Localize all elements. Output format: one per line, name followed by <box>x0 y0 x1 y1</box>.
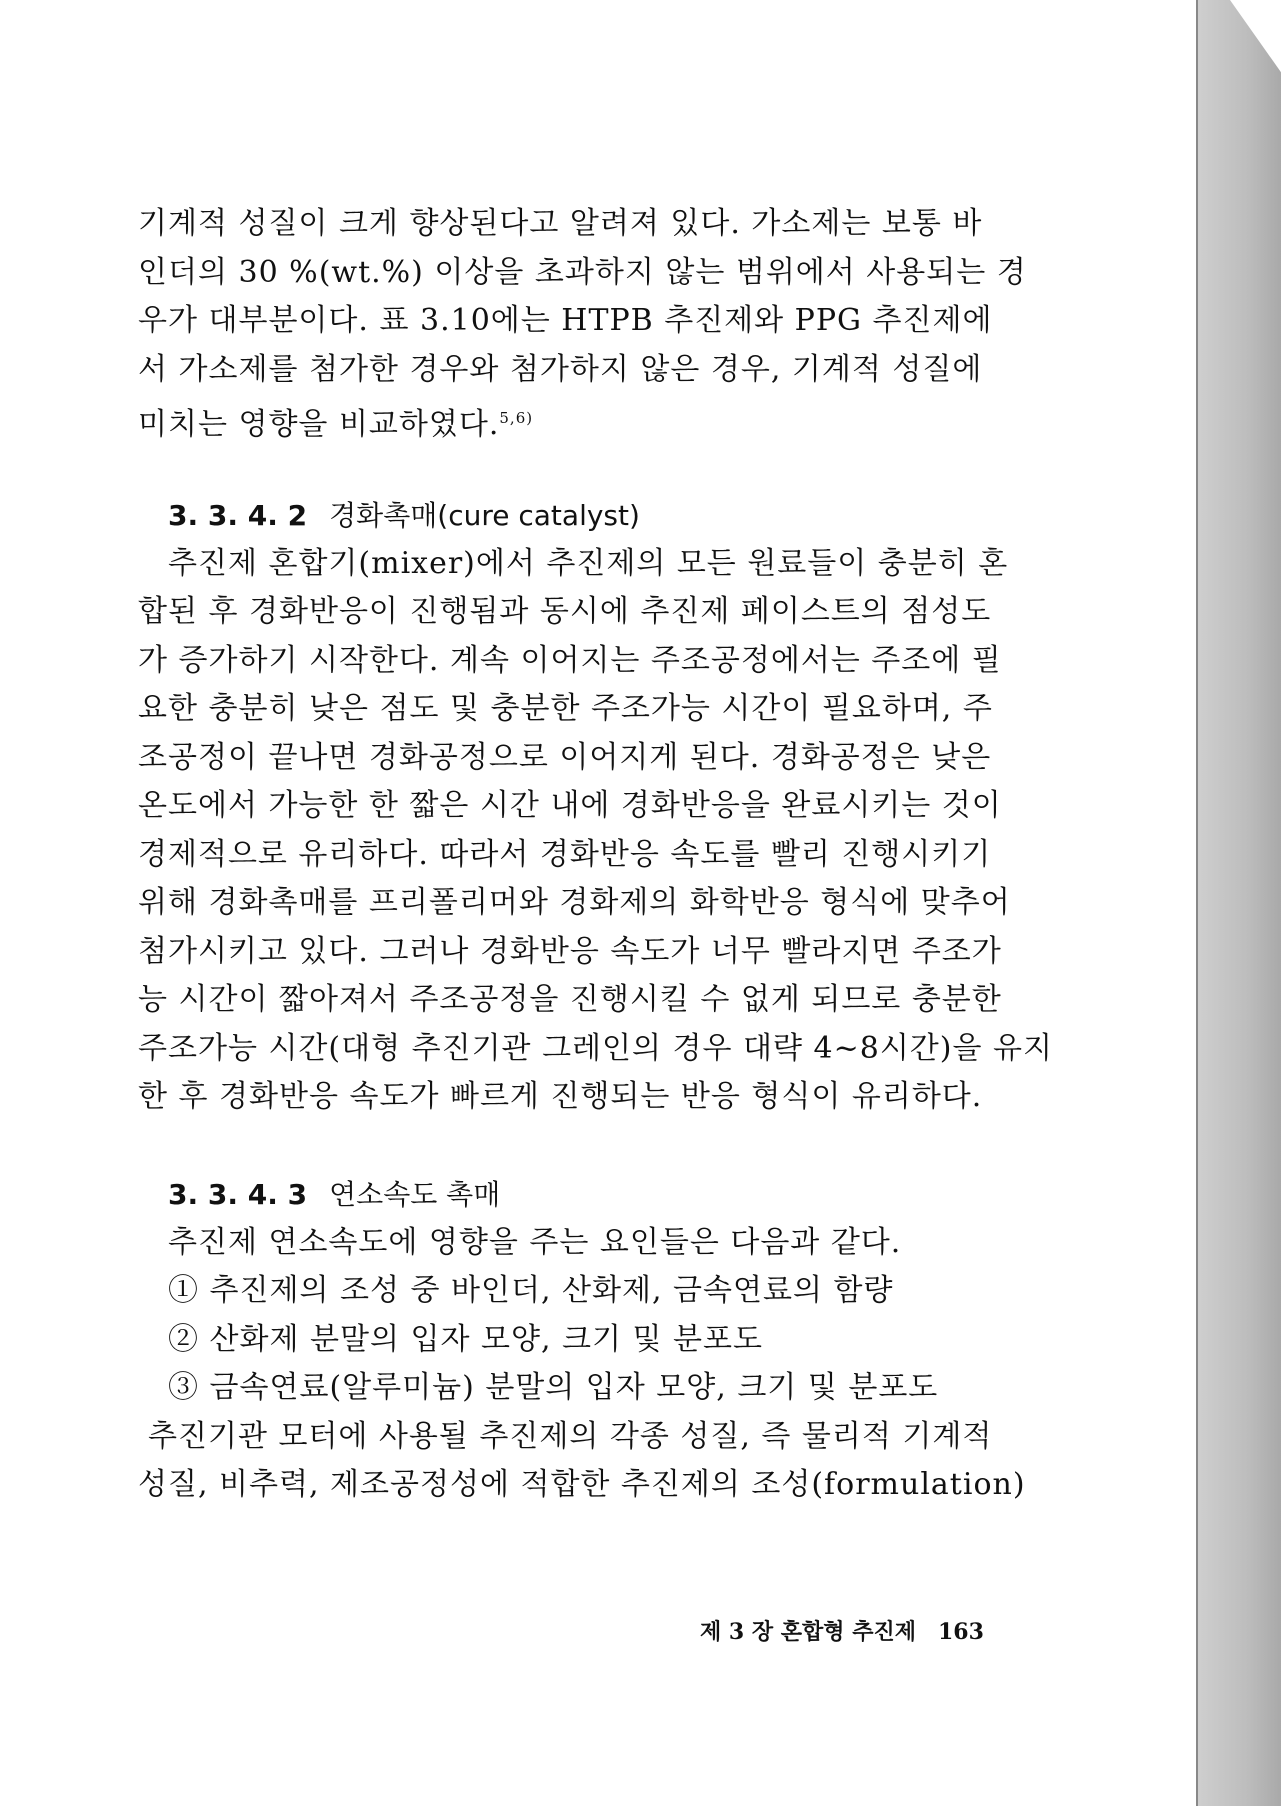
paragraph-formulation <box>138 1413 1063 1510</box>
section-title: 연소속도 촉매 <box>329 1177 501 1211</box>
text-line: 성질, 비추력, 제조공정성에 적합한 추진제의 조성(formulation) <box>138 1467 1026 1502</box>
page-number: 163 <box>937 1619 984 1645</box>
page-edge-shadow <box>1196 0 1281 1806</box>
paragraph-cure-catalyst <box>138 540 1063 1122</box>
paragraph-intro: 추진제 연소속도에 영향을 주는 요인들은 다음과 같다. <box>168 1224 902 1260</box>
text-line: 경제적으로 유리하다. 따라서 경화반응 속도를 빨리 진행시키기 <box>138 836 992 872</box>
text-line: 합된 후 경화반응이 진행됨과 동시에 추진제 페이스트의 점성도 <box>138 594 992 629</box>
page-footer <box>700 1615 1100 1646</box>
text-line-content: 미치는 영향을 비교하였다. <box>138 407 500 442</box>
text-line: 요한 충분히 낮은 점도 및 충분한 주조가능 시간이 필요하며, 주 <box>138 691 993 726</box>
text-line: 추진제 혼합기(mixer)에서 추진제의 모든 원료들이 충분히 혼 <box>168 545 1009 581</box>
reference-superscript: 5,6) <box>499 409 534 427</box>
text-line: 능 시간이 짧아져서 주조공정을 진행시킬 수 없게 되므로 충분한 <box>138 982 1002 1017</box>
factor-list <box>138 1267 1063 1413</box>
text-line: 위해 경화촉매를 프리폴리머와 경화제의 화학반응 형식에 맞추어 <box>138 885 1011 920</box>
text-line: 첨가시키고 있다. 그러나 경화반응 속도가 너무 빨라지면 주조가 <box>138 933 1002 969</box>
section-heading-cure-catalyst <box>138 492 1063 540</box>
chapter-title: 제 3 장 혼합형 추진제 <box>700 1619 916 1645</box>
section-heading-burn-rate-catalyst <box>138 1171 1063 1219</box>
list-item: ② 산화제 분말의 입자 모양, 크기 및 분포도 <box>168 1321 763 1357</box>
text-line <box>138 394 1063 443</box>
list-item: ③ 금속연료(알루미늄) 분말의 입자 모양, 크기 및 분포도 <box>168 1370 939 1405</box>
text-line: 기계적 성질이 크게 향상된다고 알려져 있다. 가소제는 보통 바 <box>138 206 983 241</box>
text-line: 가 증가하기 시작한다. 계속 이어지는 주조공정에서는 주조에 필 <box>138 642 1002 678</box>
text-line: 온도에서 가능한 한 짧은 시간 내에 경화반응을 완료시키는 것이 <box>138 788 1002 823</box>
text-line: 조공정이 끝나면 경화공정으로 이어지게 된다. 경화공정은 낮은 <box>138 739 992 775</box>
list-item: ① 추진제의 조성 중 바인더, 산화제, 금속연료의 함량 <box>168 1273 894 1308</box>
page-body <box>138 200 1063 1510</box>
text-line: 한 후 경화반응 속도가 빠르게 진행되는 반응 형식이 유리하다. <box>138 1079 983 1114</box>
section-number: 3. 3. 4. 2 <box>168 498 308 532</box>
text-line: 서 가소제를 첨가한 경우와 첨가하지 않은 경우, 기계적 성질에 <box>138 351 983 387</box>
page-edge-line <box>1196 0 1198 1806</box>
paragraph-plasticizer <box>138 200 1063 443</box>
section-title: 경화촉매(cure catalyst) <box>329 498 640 532</box>
section-number: 3. 3. 4. 3 <box>168 1177 308 1211</box>
text-line: 인더의 30 %(wt.%) 이상을 초과하지 않는 범위에서 사용되는 경 <box>138 254 1027 290</box>
text-line: 추진기관 모터에 사용될 추진제의 각종 성질, 즉 물리적 기계적 <box>148 1418 993 1454</box>
text-line: 주조가능 시간(대형 추진기관 그레인의 경우 대략 4~8시간)을 유지 <box>138 1030 1053 1066</box>
text-line: 우가 대부분이다. 표 3.10에는 HTPB 추진제와 PPG 추진제에 <box>138 303 993 338</box>
